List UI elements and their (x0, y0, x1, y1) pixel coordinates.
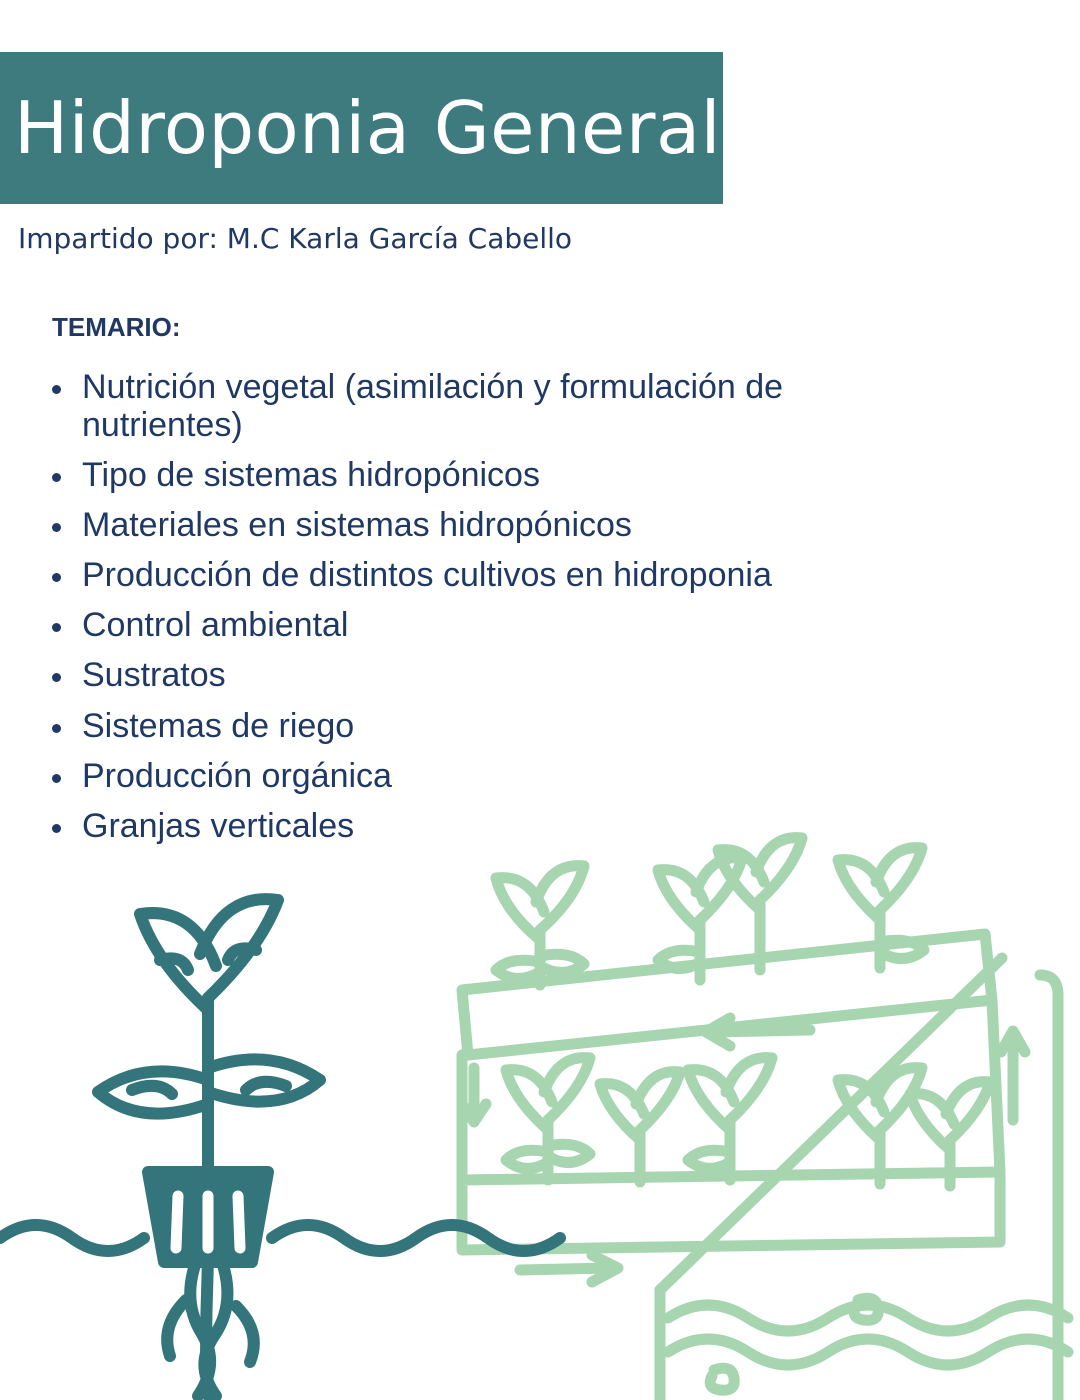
page-title: Hidroponia General (14, 86, 722, 170)
bullet-icon (52, 724, 61, 733)
list-item (40, 556, 940, 594)
list-item-label: Nutrición vegetal (asimilación y formulación de nutrientes) (82, 368, 784, 445)
hydroponic-rack-illustration (462, 838, 1068, 1400)
list-item-label: Materiales en sistemas hidropónicos (82, 506, 632, 545)
bullet-icon (52, 824, 61, 833)
list-item (40, 757, 940, 795)
seedling-pot-illustration (0, 899, 560, 1400)
list-item (40, 606, 940, 644)
list-item-label: Sistemas de riego (82, 706, 355, 745)
bullet-icon (52, 385, 61, 394)
list-item-label: Granjas verticales (82, 806, 355, 845)
list-item (40, 656, 940, 694)
topic-list (40, 368, 940, 857)
list-item-label: Tipo de sistemas hidropónicos (82, 456, 540, 495)
list-item (40, 368, 940, 444)
section-heading: TEMARIO: (52, 312, 181, 342)
list-item-label: Sustratos (82, 656, 226, 695)
list-item-label: Producción de distintos cultivos en hidroponia (82, 556, 772, 595)
list-item (40, 506, 940, 544)
bullet-icon (52, 673, 61, 682)
list-item-label: Producción orgánica (82, 756, 392, 795)
bullet-icon (52, 523, 61, 532)
list-item (40, 456, 940, 494)
list-item (40, 807, 940, 845)
bullet-icon (52, 623, 61, 632)
bullet-icon (52, 774, 61, 783)
list-item (40, 707, 940, 745)
bullet-icon (52, 473, 61, 482)
instructor-line: Impartido por: M.C Karla García Cabello (18, 222, 573, 255)
bullet-icon (52, 573, 61, 582)
list-item-label: Control ambiental (82, 606, 349, 645)
title-banner (0, 52, 723, 204)
